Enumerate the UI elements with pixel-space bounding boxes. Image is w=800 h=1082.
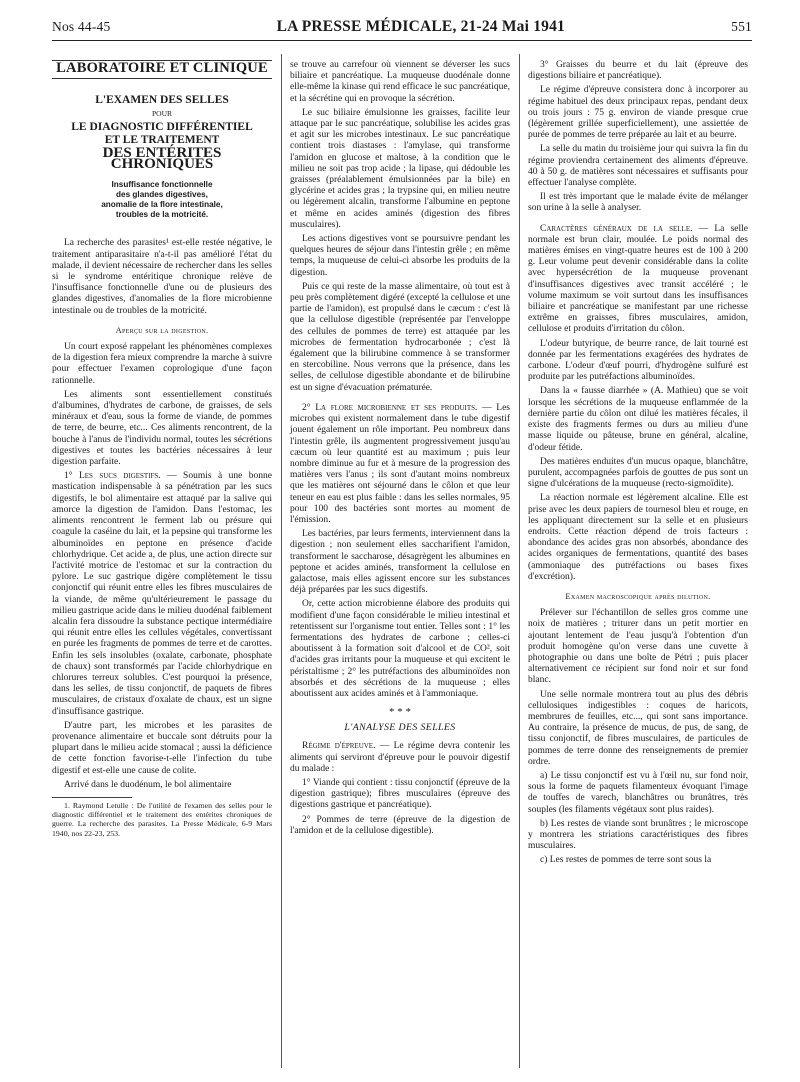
paragraph: c) Les restes de pommes de terre sont sous la (540, 855, 712, 866)
paragraph: L'odeur butyrique, de beurre rance, de lait tourné est donnée par les fermentations exagérées des hydrates de carbone. L'odeur d'œuf pourri, d'hydrogène sulfuré est produite par les putréfactions albuminoïdes. (528, 338, 748, 383)
newspaper-page (52, 18, 752, 1068)
header-rule (52, 40, 752, 41)
subtitle-line: anomalie de la flore intestinale, (101, 200, 223, 210)
paragraph: b) Les restes de viande sont brunâtres ; le microscope y montrera les striations caractéristiques des fibres musculaires. (528, 818, 748, 852)
run-in-heading: Caractères généraux de la selle. (540, 223, 693, 234)
paragraph: 3° Graisses du beurre et du lait (épreuve des digestions biliaire et pancréatique). (528, 60, 748, 82)
paragraph: La recherche des parasites¹ est-elle restée négative, le traitement antiparasitaire n'a-t-il pas amélioré l'état du malade, il devient nécessaire de rechercher dans les selles si le syndrome entéritique chronique relève de l'insuffisance fonctionnelle d'une ou de plusieurs des glandes digestives, d'anomalies de la flore microbienne intestinale ou de troubles de la motricité. (52, 238, 272, 316)
paragraph: La réaction normale est légèrement alcaline. Elle est prise avec les deux papiers de tournesol bleu et rouge, en les appliquant directement sur la selle et en plusieurs endroits. Cette réaction dépend de trois facteurs : abondance des acides gras non absorbés, abondance des acides organiques de fermentations, quantité des bases (ammoniaque des putréfactions ou bases fixes d'excrétion). (528, 493, 748, 582)
paragraph: Les aliments sont essentiellement constitués d'albumines, d'hydrates de carbone, de graisses, de sels minéraux et d'eau, sous la forme de viande, de pommes de terre, de beurre, etc... Ces aliments rencontrent, de la bouche à l'anus de l'individu normal, toutes les sécrétions digestives et toutes les bactéries nécessaires à leur digestion parfaite. (52, 389, 272, 468)
paragraph: D'autre part, les microbes et les parasites de provenance alimentaire et buccale sont détruits pour la plupart dans le milieu acide stomacal ; aussi la déficience de cette fonction favorise-t-elle l'infection du tube digestif et est-elle une cause de colite. (52, 720, 272, 776)
paragraph: Il est très important que le malade évite de mélanger son urine à la selle à analyser. (528, 192, 748, 214)
paragraph: La selle du matin du troisième jour qui suivra la fin du régime proviendra certainement des aliments d'épreuve. 40 à 50 g. de matières sont nécessaires et suffisants pour effectuer l'analyse complète. (528, 144, 748, 189)
title-line: LE DIAGNOSTIC DIFFÉRENTIEL (71, 120, 253, 133)
paragraph (290, 741, 510, 775)
paragraph: Prélever sur l'échantillon de selles gros comme une noix de matières ; triturer dans un petit mortier en ajoutant lentement de l'eau jusqu'à l'obtention d'un produit homogène qu'on verse dans une cuvette à photographie ou dans une boîte de Pétri ; puis placer alternativement ce récipient sur fond noir et sur fond blanc. (528, 608, 748, 686)
column-2 (290, 60, 510, 1068)
run-in-heading: Régime d'épreuve. (302, 741, 376, 752)
title-line: L'EXAMEN DES SELLES (95, 94, 229, 107)
section-heading: LABORATOIRE ET CLINIQUE (52, 60, 272, 79)
run-in-heading: 1° Les sucs digestifs. (64, 471, 161, 482)
column-1 (52, 60, 272, 1068)
subtitle-line: troubles de la motricité. (115, 210, 209, 220)
column-rule (281, 54, 282, 1068)
paragraph: Une selle normale montrera tout au plus des débris cellulosiques indigestibles : coques de haricots, membrures de feuilles, etc..., qui sont sans importance. Au contraire, la présence de mucus, de pus, de sang, de tissu conjonctif, de fibres musculaires, de particules de pommes de terre donne des renseignements de premier ordre. (528, 689, 748, 767)
paragraph-text: — Soumis à une bonne mastication indispensable à sa pénétration par les sucs digestifs, le bol alimentaire est attaqué par la salive qui amorce la digestion de l'amidon. Dans l'estomac, les aliments rencontrent le ferment lab ou présure qui coagule la caséine du lait, et la pepsine qui transforme les albuminoïdes en peptone en présence d'acide chlorhydrique. Cet acide a, de plus, une action directe sur l'activité motrice de l'estomac et sur la contraction du pylore. Le suc gastrique digère complètement le tissu conjonctif qui réunit entre elles les fibres musculaires de la viande, de même qu'ultérieurement le passage du milieu gastrique acide dans le milieu duodénal faiblement alcalin fera dissoudre la substance pectique intermédiaire qui réunit entre elles les cellules végétales, convertissant en purée les fragments de pommes de terre et de carottes. Enfin les sels insolubles (oxalate, carbonate, phosphate de chaux) sont transformés par l'acide chlorhydrique en chlorures terreux solubles. C'est pourquoi la présence, dans les selles, de tissu conjonctif, de paquets de fibres musculaires, de cristaux d'oxalate de chaux, est un signe d'insuffisance gastrique. (52, 471, 272, 717)
paragraph (52, 471, 272, 717)
journal-title: LA PRESSE MÉDICALE, 21-24 Mai 1941 (276, 18, 565, 35)
run-in-heading: 2° La flore microbienne et ses produits. (302, 402, 478, 413)
section-title: L'ANALYSE DES SELLES (344, 722, 456, 734)
paragraph: 2° Pommes de terre (épreuve de la digestion de l'amidon et de la cellulose digestible). (290, 814, 510, 836)
column-rule (519, 54, 520, 1068)
paragraph-text: — La selle normale est brun clair, moulée. Le poids normal des matières émises en vingt-quatre heures est de 100 à 200 g. Leur volume peut devenir considérable dans la colite avec hypersécrétion de la muqueuse provenant d'insuffisances digestives avec transit accéléré ; le volume maximum se voit surtout dans les insuffisances biliaire et pancréatique se manifestant par une richesse extrême en graisses, fibres musculaires, amidon, cellulose et produits d'irritation du côlon. (528, 223, 748, 335)
running-header (52, 18, 752, 36)
paragraph: Les bactéries, par leurs ferments, interviennent dans la digestion ; non seulement elles saccharifient l'amidon, transforment le saccharose, désagrègent les albumines en peptone et acides aminés, transforment la cellulose en galactose, mais elles agissent encore sur les substances déjà préparées par les sucs digestifs. (290, 529, 510, 596)
footnote-rule (52, 797, 132, 798)
issue-number: Nos 44-45 (52, 19, 111, 34)
paragraph-text: — Les microbes qui existent normalement dans le tube digestif jouent également un rôle important. Peu nombreux dans l'intestin grêle, ils augmentent progressivement jusqu'au cæcum où leur quantité est au maximum ; puis leur nombre diminue au fur et à mesure de la progression des matières vers l'anus ; ils sont d'autant moins nombreux que les matières ont séjourné dans le côlon et que leur teneur en eau est plus faible : dans les selles normales, 95 pour 100 des bactéries sont mortes au moment de l'émission. (290, 402, 510, 525)
paragraph: a) Le tissu conjonctif est vu à l'œil nu, sur fond noir, sous la forme de paquets filamenteux évoquant l'image de touffes de varech, blanchâtres ou brunâtres, très souples (les filaments végétaux sont plus raides). (528, 770, 748, 815)
paragraph: Des matières enduites d'un mucus opaque, blanchâtre, purulent, accompagnées parfois de gouttes de pus sont un signe d'ulcérations de la muqueuse (recto-sigmoïdite). (528, 456, 748, 490)
paragraph: Un court exposé rappelant les phénomènes complexes de la digestion fera mieux comprendre la marche à suivre pour effectuer l'examen coprologique d'une façon rationnelle. (52, 342, 272, 386)
subtitle-line: des glandes digestives, (116, 190, 208, 200)
paragraph: 1° Viande qui contient : tissu conjonctif (épreuve de la digestion gastrique); fibres musculaires (épreuve des digestions gastrique et pancréatique). (290, 777, 510, 811)
paragraph: Dans la « fausse diarrhée » (A. Mathieu) que se voit lorsque les sécrétions de la muqueuse enflammée de la dernière partie du côlon ont dilué les matières fécales, il existe des fragments fermes ou durs au milieu d'une masse liquide ou pâteuse, brune en général, alcaline, d'odeur fétide. (528, 386, 748, 453)
column-3 (528, 60, 748, 1068)
columns (52, 54, 752, 1068)
paragraph: Les actions digestives vont se poursuivre pendant les quelques heures de séjour dans l'intestin grêle ; en même temps, la muqueuse de celui-ci absorbe les produits de la digestion. (290, 234, 510, 278)
section-subheading: Aperçu sur la digestion. (115, 324, 209, 335)
paragraph-text: — Le régime devra contenir les aliments qui serviront d'épreuve pour le pouvoir digestif du malade : (290, 741, 510, 774)
paragraph: se trouve au carrefour où viennent se déverser les sucs biliaire et pancréatique. La muqueuse duodénale donne elle-même la kinase qui rend efficace le suc pancréatique, et la sécrétine qui en provoque la sécrétion. (290, 60, 510, 104)
subtitle-line: Insuffisance fonctionnelle (111, 180, 213, 190)
paragraph (528, 224, 748, 336)
paragraph: Le suc biliaire émulsionne les graisses, facilite leur attaque par le suc pancréatique, solubilise les acides gras et agit sur les microbes intestinaux. Le suc pancréatique contient trois diastases : l'amylase, qui transforme l'amidon en glucose et maltose, à la condition que le milieu ne soit pas trop acide ; la lipase, qui dédouble les graisses (préalablement émulsionnées par la bile) en glycérine et acides gras ; la trypsine qui, en milieu neutre ou légèrement alcalin, transforme l'albumine en peptone et même en acides aminés (digestion des fibres musculaires). (290, 107, 510, 230)
article-subtitle (52, 180, 272, 220)
title-line: DES ENTÉRITES CHRONIQUES (102, 145, 222, 173)
section-subheading: Examen macroscopique après dilution. (565, 590, 711, 601)
paragraph (290, 403, 510, 526)
page-number: 551 (731, 19, 752, 34)
section-separator: * * * (389, 706, 411, 719)
title-line: ET LE TRAITEMENT (104, 133, 220, 146)
paragraph: Puis ce qui reste de la masse alimentaire, où tout est à peu près complètement digéré (excepté la cellulose et une partie de l'amidon), est propulsé dans le cæcum : c'est là que la cellulose digestible (représentée par l'enveloppe des cellules de pommes de terre) est attaquée par les microbes de fermentation hydrocarbonée ; c'est là également que la bilirubine commence à se transformer en stercobiline. Nous verrons que la présence, dans les selles, de cellulose digestible abondante et de bilirubine est un signe d'évacuation prématurée. (290, 281, 510, 393)
title-line: POUR (151, 109, 172, 119)
article-title (52, 94, 272, 173)
footnote: 1. Raymond Letulle : De l'utilité de l'examen des selles pour le diagnostic différentiel et le traitement des entérites chroniques de guerre. La recherche des parasites. La Presse Médicale, 6-9 Mars 1940, nos 22-23, 253. (52, 800, 272, 838)
paragraph: Arrivé dans le duodénum, le bol alimentaire (64, 779, 232, 790)
paragraph: Or, cette action microbienne élabore des produits qui modifient d'une façon considérable le milieu intestinal et retentissent sur l'organisme tout entier. Telles sont : 1° les fermentations des hydrates de carbone ; celles-ci aboutissent à la formation soit d'alcool et de CO², soit d'acides gras irritants pour la muqueuse et qui excitent le péristaltisme ; 2° les putréfactions des albuminoïdes non absorbés et des sécrétions de la muqueuse ; elles aboutissent aux acides aminés et à l'ammoniaque. (290, 599, 510, 699)
paragraph: Le régime d'épreuve consistera donc à incorporer au régime habituel des deux principaux repas, pendant deux ou trois jours : 75 g. environ de viande presque crue (légèrement grillée superficiellement), une assiettée de purée de pommes de terre préparée au lait et au beurre. (528, 85, 748, 141)
